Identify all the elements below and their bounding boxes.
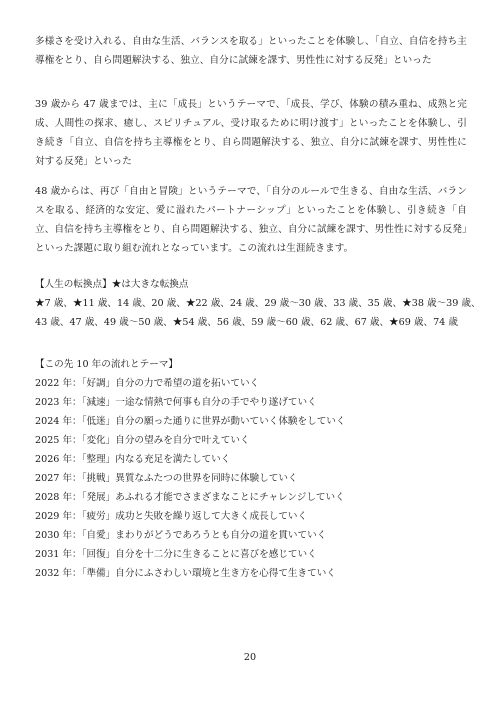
year-theme-item: 2029 年：「疲労」成功と失敗を繰り返して大きく成長していく bbox=[35, 511, 308, 522]
year-theme-item: 2028 年：「発展」あふれる才能でさまざまなことにチャレンジしていく bbox=[35, 492, 345, 503]
year-theme-item: 2027 年：「挑戦」異質なふたつの世界を同時に体験していく bbox=[35, 473, 298, 484]
paragraph-continued: 多様さを受け入れる、自由な生活、バランスを取る」といったことを体験し、「自立、自信を持ち主導権をとり、自ら問題解決する、独立、自分に試練を課す、男性性に対する反発」といった bbox=[35, 36, 467, 66]
year-theme-item: 2026 年：「整理」内なる充足を満たしていく bbox=[35, 454, 231, 465]
year-theme-item: 2032 年：「準備」自分にふさわしい環境と生き方を心得て生きていく bbox=[35, 568, 336, 579]
decade-themes-title: 【この先 10 年の流れとテーマ】 bbox=[35, 359, 179, 370]
year-theme-item: 2030 年：「自愛」まわりがどうであろうとも自分の道を貫いていく bbox=[35, 530, 327, 541]
turning-points-title: 【人生の転換点】★は大きな転換点 bbox=[35, 279, 189, 290]
paragraph-age-48-onward: 48 歳からは、再び「自由と冒険」というテーマで、「自分のルールで生きる、自由な生活、バランスを取る、経済的な安定、愛に溢れたパートナーシップ」といったことを体験し、引き続き「自立、自信を持ち主導権をとり、自ら問題解決する、独立、自分に試練を課す、男性性に対する反発」といった課題に取り組む流れとなっています。この流れは生涯続きます。 bbox=[35, 186, 467, 254]
turning-points-section bbox=[35, 275, 481, 332]
turning-points-line: ★7 歳、★11 歳、14 歳、20 歳、★22 歳、24 歳、29 歳〜30 歳、33 歳、35 歳、★38 歳〜39 歳、 bbox=[35, 298, 481, 309]
paragraph-age-39-47: 39 歳から 47 歳までは、主に「成長」というテーマで、「成長、学び、体験の積み重ね、成熟と完成、人間性の探求、癒し、スピリチュアル、受け取るために明け渡す」といったことを体験し、引き続き「自立、自信を持ち主導権をとり、自ら問題解決する、独立、自分に試練を課す、男性性に対する反発」といった bbox=[35, 99, 467, 167]
page-number: 20 bbox=[243, 652, 257, 663]
year-theme-item: 2031 年：「回復」自分を十二分に生きることに喜びを感じていく bbox=[35, 549, 317, 560]
turning-points-line: 43 歳、47 歳、49 歳〜50 歳、★54 歳、56 歳、59 歳〜60 歳、62 歳、67 歳、★69 歳、74 歳 bbox=[35, 317, 458, 328]
year-theme-item: 2025 年：「変化」自分の望みを自分で叶えていく bbox=[35, 435, 250, 446]
year-theme-item: 2023 年：「減速」一途な情熱で何事も自分の手でやり遂げていく bbox=[35, 397, 317, 408]
decade-themes-section bbox=[35, 355, 475, 583]
year-theme-item: 2022 年：「好調」自分の力で希望の道を拓いていく bbox=[35, 378, 260, 389]
year-theme-item: 2024 年：「低迷」自分の願った通りに世界が動いていく体験をしていく bbox=[35, 416, 346, 427]
